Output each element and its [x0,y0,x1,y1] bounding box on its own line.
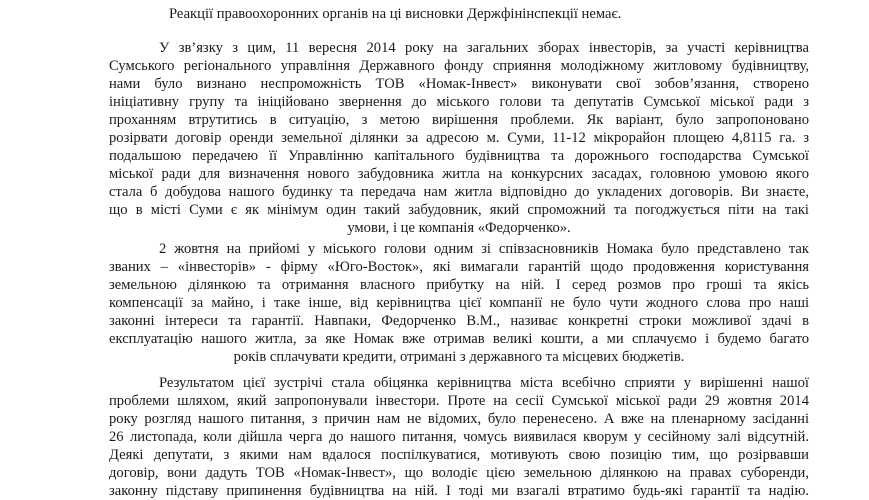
paragraph-line: проханням втрутитись в ситуацію, з метою вирішення проблеми. Як варіант, було запропоновано [109,112,809,128]
paragraph-line: що в місті Суми є як мінімум один такий забудовник, який спроможний та погоджується піти на такі [109,202,809,218]
paragraph-line: законну підставу припинення будівництва на ній. І тоді ми взагалі втратимо будь-які гарантії та надію. [109,483,809,499]
paragraph-line: Результатом цієї зустрічі стала обіцянка керівництва міста всебічно сприяти у вирішенні нашої [159,375,809,391]
paragraph-line: років сплачувати кредити, отримані з державного та місцевих бюджетів. [233,349,685,365]
paragraph-line: 2 жовтня на прийомі у міського голови одним зі співзасновників Номака було представлено так [159,241,809,257]
paragraph-line: року розгляд нашого питання, з причин нам не відомих, було перенесено. А вже на пленарному засіданні [109,411,809,427]
paragraph-line: законні інтереси та гарантії. Навпаки, Федорченко В.М., називає конкретні строки можливої здачі в [109,313,809,329]
paragraph-line: Реакції правоохоронних органів на ці висновки Держфінінспекції немає. [169,6,622,22]
paragraph-line: званих – «інвесторів» - фірму «Юго-Восток», які вимагали гарантій щодо продовження користування [109,259,809,275]
paragraph-line: 26 листопада, коли дійшла черга до нашого питання, чомусь виявилася кворум у сесійному залі відсутній. [109,429,809,445]
paragraph-line: Деякі депутати, з якими нам вдалося поспілкуватися, мотивують свою позицію тим, що розірвавши [109,447,809,463]
paragraph-line: розірвати договір оренди земельної ділянки за адресою м. Суми, 11-12 мікрорайон площею 4,8115 га. з [109,130,809,146]
paragraph-line: стала б добудова нашого будинку та передача нам житла відповідно до укладених договорів. Ви знаєте, [109,184,809,200]
paragraph-line: земельною ділянкою та отримання власного прибутку на ній. І серед розмов про гроші та якісь [109,277,809,293]
paragraph-line: нами було визнано неспроможність ТОВ «Номак-Інвест» виконувати свої зобов’язання, створено [109,76,809,92]
paragraph-line: договір, вони дадуть ТОВ «Номак-Інвест», що володіє цією земельною ділянкою на правах суборенди, [109,465,809,481]
paragraph-line: умови, і це компанія «Федорченко». [347,220,571,236]
paragraph-line: Сумського регіонального управління Державного фонду сприяння молодіжному житловому будівництву, [109,58,809,74]
paragraph-line: міської ради для визначення нового забудовника житла на конкурсних засадах, головною умовою якого [109,166,809,182]
paragraph-line: експлуатацію нашого житла, за яке Номак вже отримав великі кошти, а ми сплачуємо і будемо багато [109,331,809,347]
paragraph-line: ініціативну групу та ініційовано звернення до міського голови та депутатів Сумської міської ради з [109,94,809,110]
paragraph-line: У зв’язку з цим, 11 вересня 2014 року на загальних зборах інвесторів, за участі керівництва [159,40,809,56]
paragraph-line: проблеми шляхом, який запропонували інвестори. Проте на сесії Сумської міської ради 29 жовтня 2014 [109,393,809,409]
paragraph-line: компенсації за майно, і таке інше, від керівництва цієї компанії не було чути жодного слова про наші [109,295,809,311]
paragraph-line: подальшою передачею її Управлінню капітального будівництва та дорожнього господарства Сумської [109,148,809,164]
